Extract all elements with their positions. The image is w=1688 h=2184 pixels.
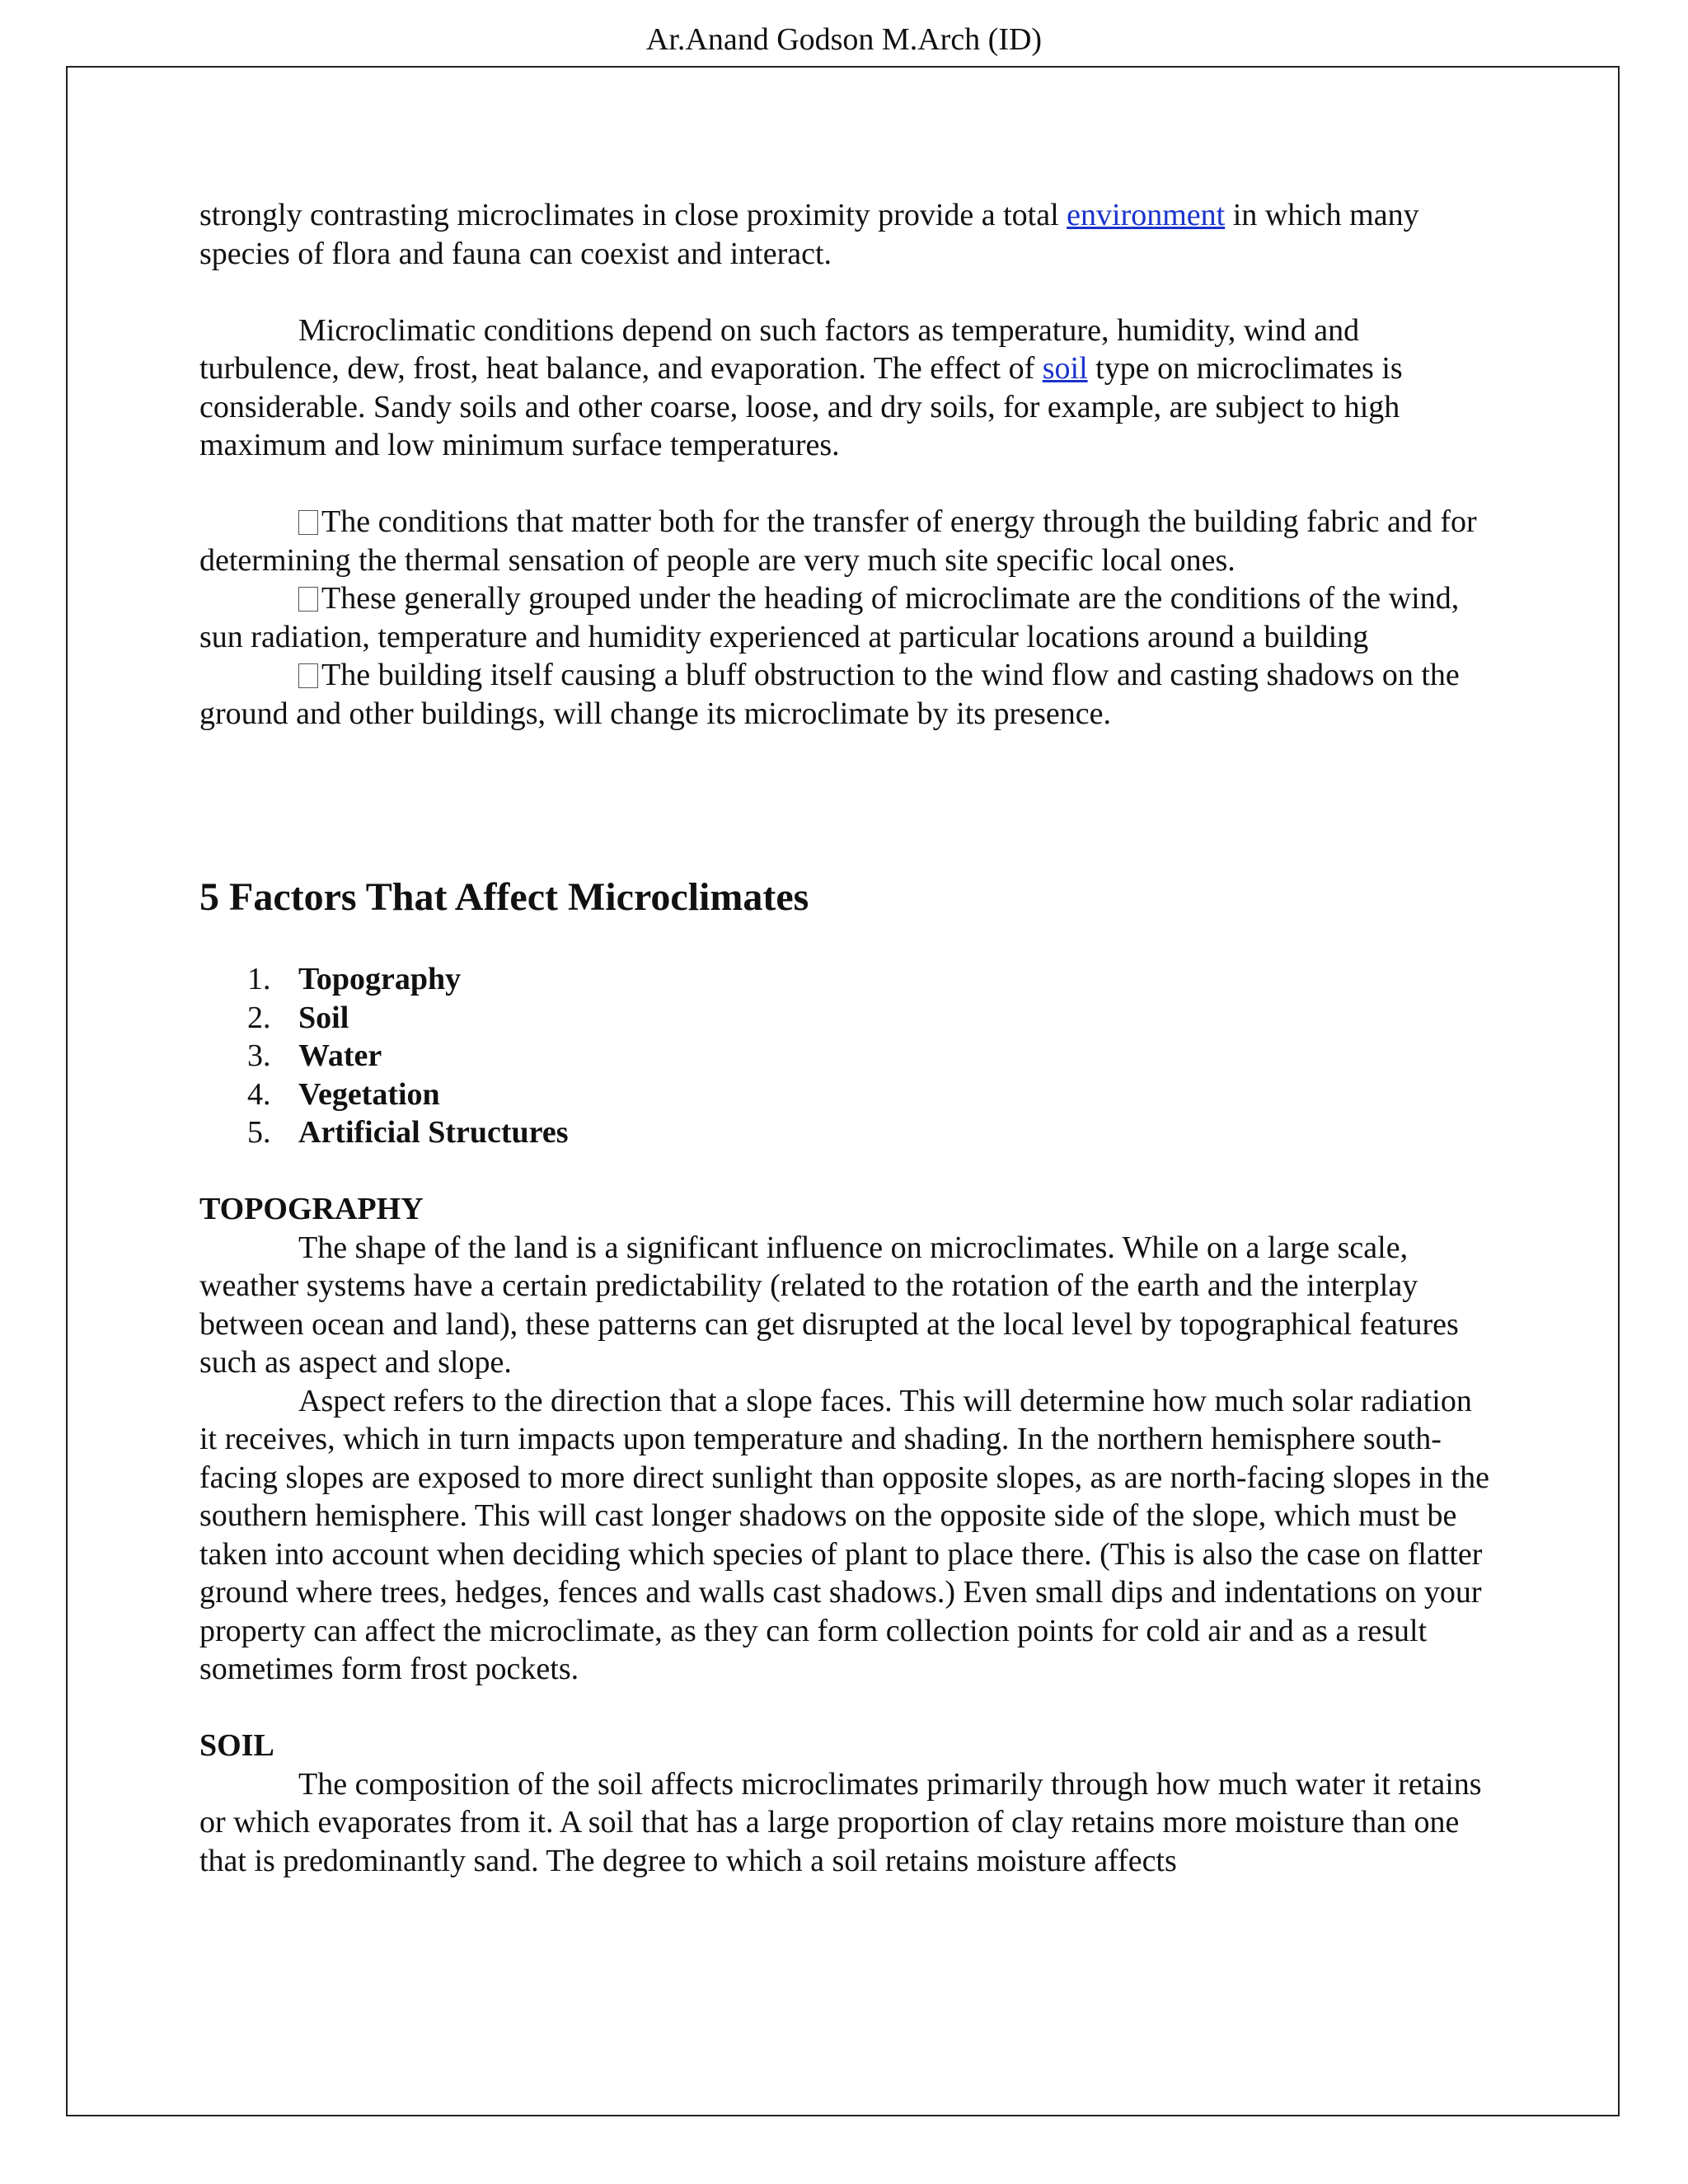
- document-body: [199, 196, 1489, 1880]
- missing-glyph-bullet-icon: [298, 587, 318, 612]
- list-item: [199, 999, 1489, 1038]
- list-label: Water: [298, 1038, 382, 1073]
- section-title: 5 Factors That Affect Microclimates: [199, 875, 809, 919]
- soil-heading: SOIL: [199, 1728, 274, 1763]
- list-number: 5.: [247, 1115, 271, 1150]
- bullet-text: These generally grouped under the heading of microclimate are the conditions of the wind, sun radiation, temperature and humidity experienced at particular locations around a building: [199, 581, 1460, 654]
- topography-paragraph-1: The shape of the land is a significant influence on microclimates. While on a large scale, weather systems have a certain predictability (related to the rotation of the earth and the interplay between ocean and land), these patterns can get disrupted at the local level by topographical features such as aspect and slope.: [199, 1230, 1459, 1380]
- topography-paragraph-2: Aspect refers to the direction that a slope faces. This will determine how much solar radiation it receives, which in turn impacts upon temperature and shading. In the northern hemisphere south-facing slopes are exposed to more direct sunlight than opposite slopes, as are north-facing slopes in the southern hemisphere. This will cast longer shadows on the opposite side of the slope, which must be taken into account when deciding which species of plant to place there. (This is also the case on flatter ground where trees, hedges, fences and walls cast shadows.) Even small dips and indentations on your property can affect the microclimate, as they can form collection points for cold air and as a result sometimes form frost pockets.: [199, 1383, 1489, 1686]
- list-item: [199, 1113, 1489, 1152]
- list-label: Vegetation: [298, 1076, 440, 1112]
- soil-link[interactable]: soil: [1042, 351, 1088, 386]
- list-number: 2.: [247, 1000, 271, 1035]
- intro-text: strongly contrasting microclimates in close proximity provide a total: [199, 198, 1067, 232]
- soil-paragraph-1: The composition of the soil affects microclimates primarily through how much water it retains or which evaporates from it. A soil that has a large proportion of clay retains more moisture than one that is predominantly sand. The degree to which a soil retains moisture affects: [199, 1766, 1482, 1878]
- list-number: 4.: [247, 1076, 271, 1112]
- bullet-paragraph: [199, 503, 1489, 579]
- bullet-text: The building itself causing a bluff obstruction to the wind flow and casting shadows on the ground and other buildings, will change its microclimate by its presence.: [199, 658, 1460, 731]
- environment-link[interactable]: environment: [1067, 198, 1226, 232]
- missing-glyph-bullet-icon: [298, 663, 318, 688]
- bullet-text: The conditions that matter both for the transfer of energy through the building fabric and for determining the thermal sensation of people are very much site specific local ones.: [199, 504, 1477, 578]
- page-header-author: Ar.Anand Godson M.Arch (ID): [645, 22, 1043, 57]
- bullet-paragraph: [199, 579, 1489, 656]
- list-item: [199, 1076, 1489, 1114]
- list-label: Artificial Structures: [298, 1115, 569, 1150]
- intro-text: Microclimatic conditions depend on such factors as temperature, humidity, wind and turbulence, dew, frost, heat balance, and evaporation. The effect of: [199, 312, 1360, 386]
- intro-text: in which many species of flora and fauna can coexist and interact.: [199, 198, 1419, 271]
- intro-paragraph-2: [199, 312, 1489, 465]
- intro-text: type on microclimates is considerable. Sandy soils and other coarse, loose, and dry soils, for example, are subject to high maximum and low minimum surface temperatures.: [199, 351, 1403, 462]
- list-label: Soil: [298, 1000, 349, 1035]
- missing-glyph-bullet-icon: [298, 510, 318, 535]
- list-number: 3.: [247, 1038, 271, 1073]
- factors-list: [199, 960, 1489, 1152]
- list-item: [199, 960, 1489, 999]
- list-item: [199, 1037, 1489, 1076]
- topography-heading: TOPOGRAPHY: [199, 1192, 424, 1226]
- list-number: 1.: [247, 962, 271, 996]
- list-label: Topography: [298, 962, 462, 996]
- bullet-paragraph: [199, 656, 1489, 733]
- intro-paragraph-1: [199, 196, 1489, 273]
